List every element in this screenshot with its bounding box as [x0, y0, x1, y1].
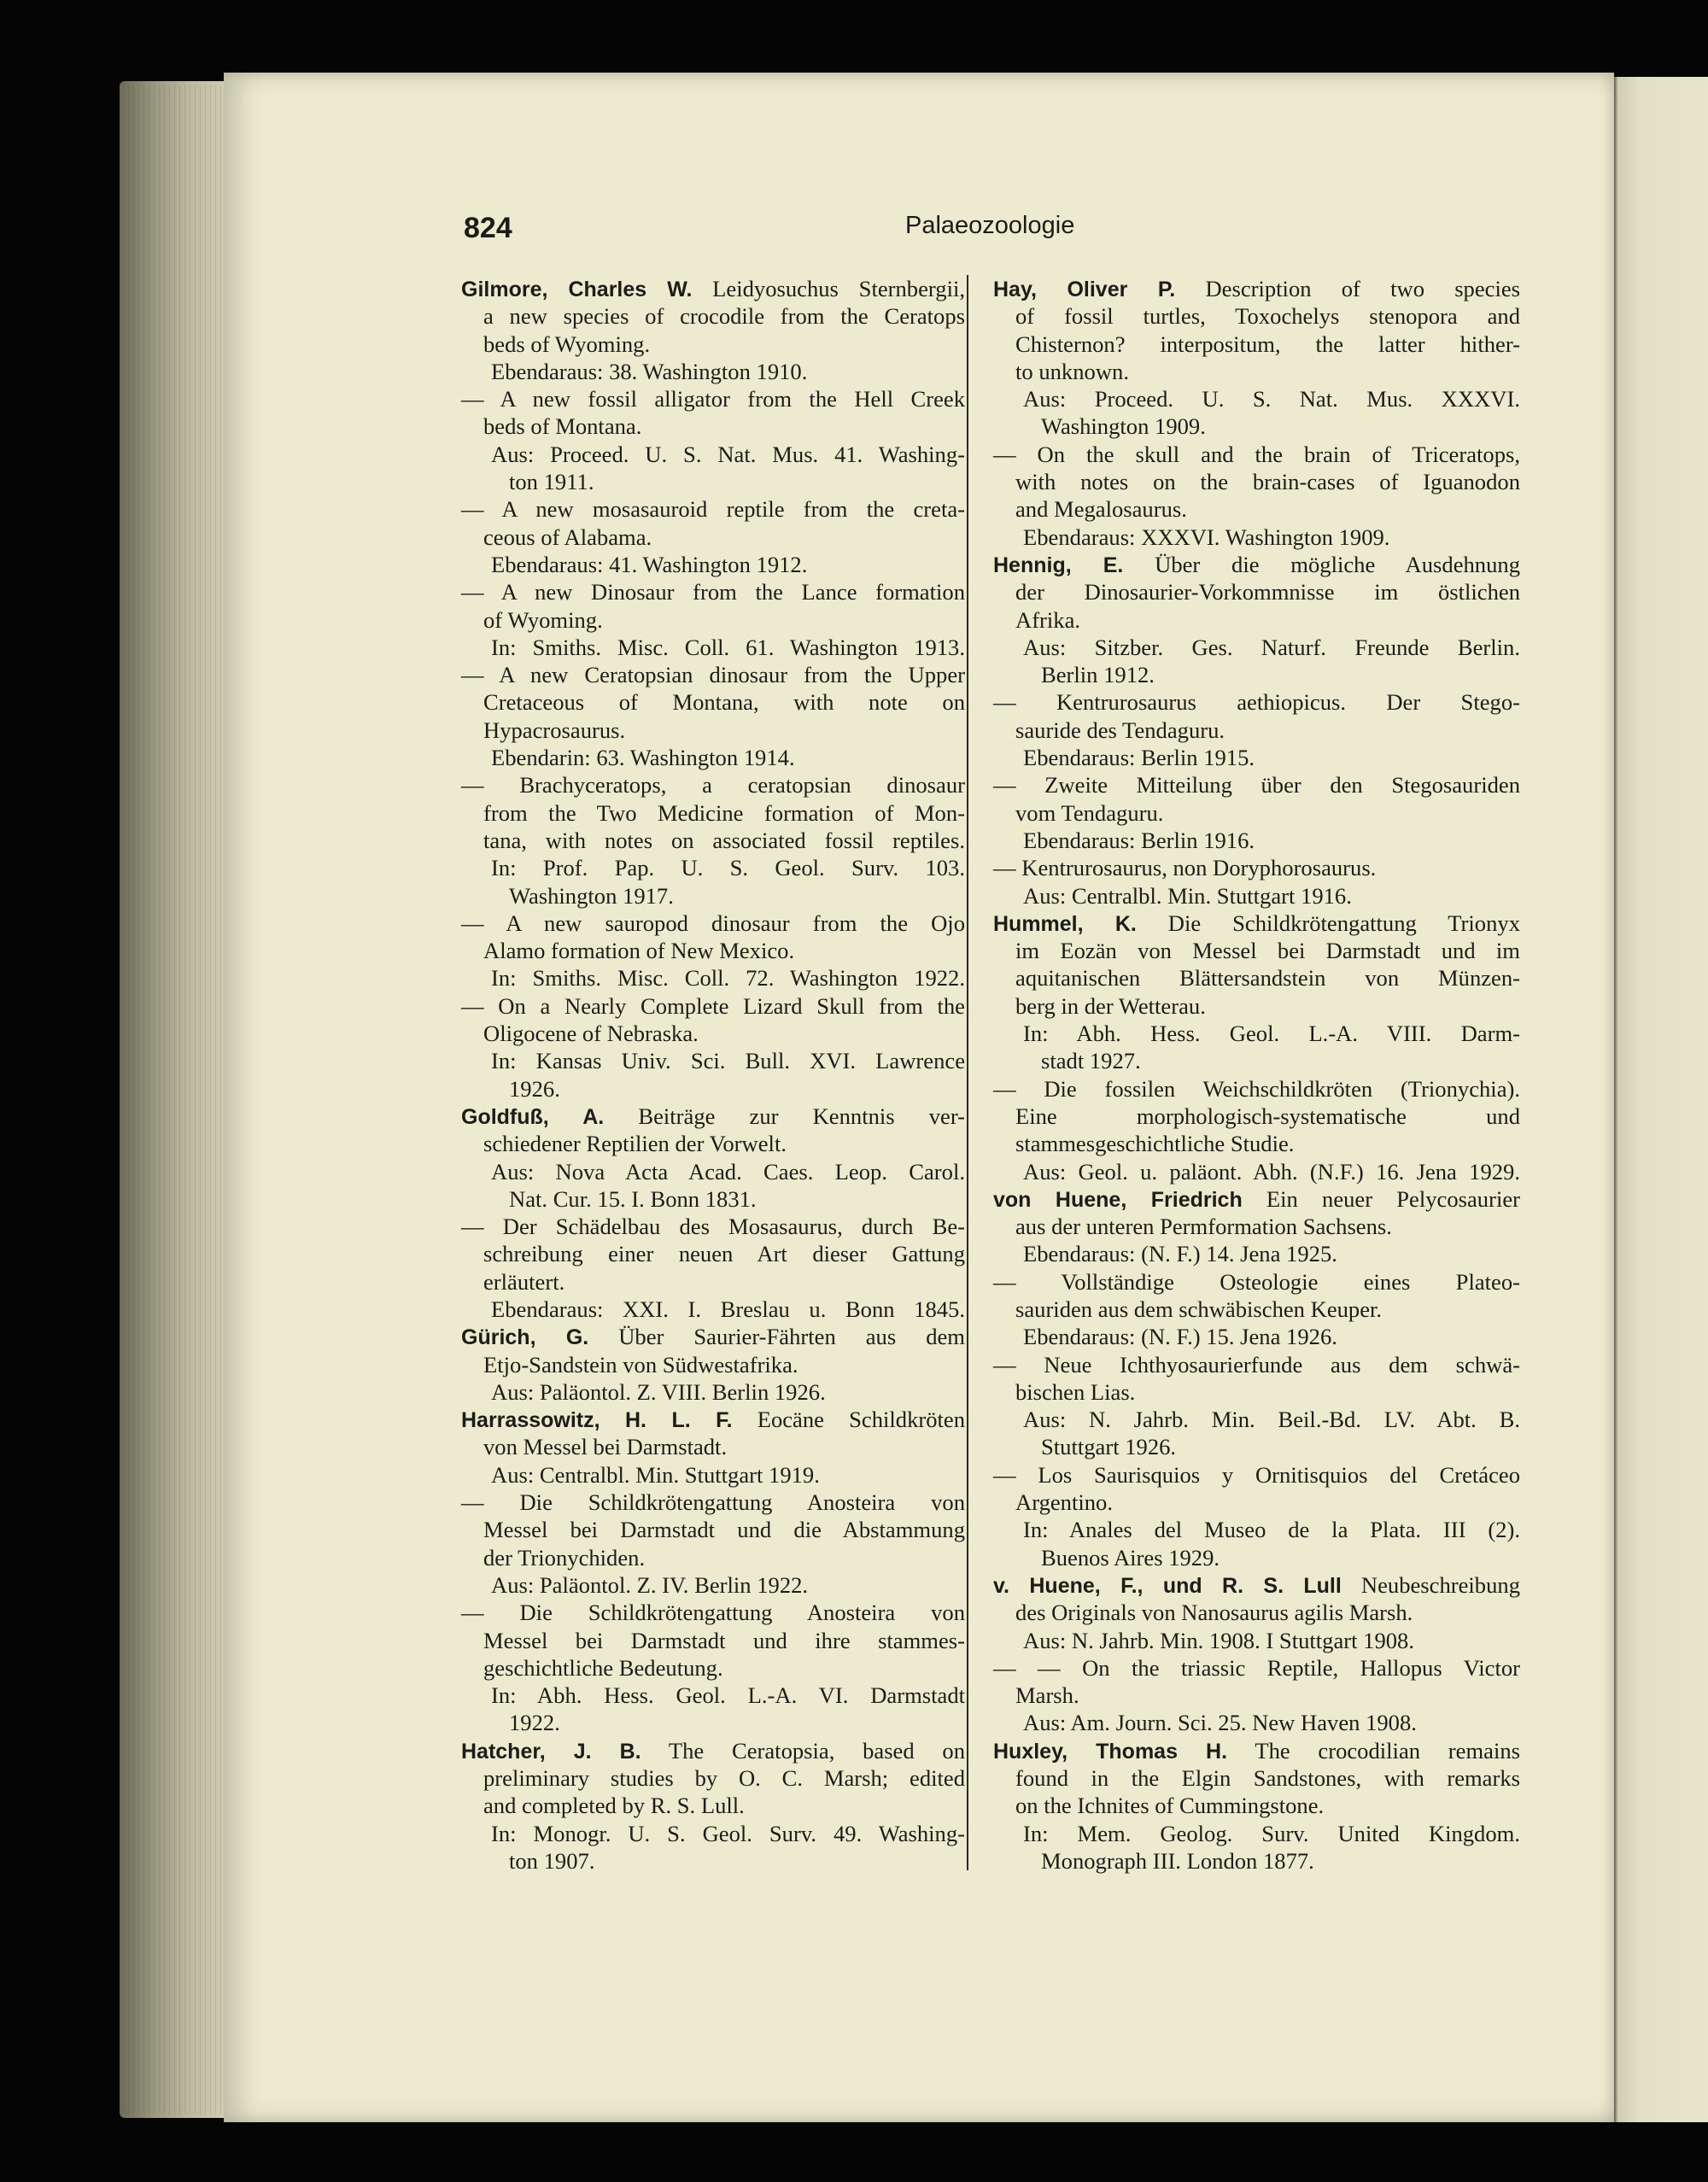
- entry-line: [993, 385, 1520, 412]
- entry-author: Hay, Oliver P.: [993, 278, 1176, 301]
- entry-text: Marsh.: [1015, 1682, 1079, 1709]
- entry-line: [461, 1792, 965, 1819]
- entry-line: [461, 1185, 965, 1213]
- entry-line: [993, 358, 1520, 385]
- entry-author: Hatcher, J. B.: [461, 1739, 641, 1764]
- entry-text: beds of Montana.: [483, 413, 642, 440]
- bibliography-entry: [461, 1406, 965, 1737]
- entry-line: [461, 964, 965, 992]
- entry-line: [993, 1682, 1520, 1709]
- entry-line: [993, 1296, 1520, 1323]
- entry-text: bischen Lias.: [1015, 1378, 1136, 1405]
- entry-line: [993, 1433, 1520, 1460]
- bibliography-entry: [461, 1737, 965, 1875]
- entry-line: [461, 799, 965, 827]
- entry-text: — On the skull and the brain of Triceratops,: [993, 441, 1520, 467]
- entry-text: Aus: N. Jahrb. Min. 1908. I Stuttgart 1908.: [1023, 1627, 1414, 1653]
- entry-text: — On a Nearly Complete Lizard Skull from the: [461, 992, 965, 1019]
- entry-text: aquitanischen Blättersandstein von Münzen-: [1015, 965, 1520, 992]
- entry-text: geschichtliche Bedeutung.: [483, 1654, 723, 1681]
- entry-text: In: Smiths. Misc. Coll. 72. Washington 1922.: [491, 965, 965, 992]
- entry-text: Hypacrosaurus.: [483, 717, 626, 743]
- entry-text: Aus: Centralbl. Min. Stuttgart 1919.: [491, 1461, 820, 1488]
- entry-text: Etjo-Sandstein von Südwestafrika.: [483, 1351, 798, 1378]
- entry-author: Hennig, E.: [993, 553, 1124, 577]
- entry-line: [461, 275, 965, 302]
- entry-line: [993, 606, 1520, 634]
- entry-text: Buenos Aires 1929.: [1041, 1544, 1220, 1571]
- entry-line: [993, 1627, 1520, 1654]
- entry-line: [461, 634, 965, 661]
- entry-line: [993, 717, 1520, 744]
- entry-text: schreibung einer neuen Art dieser Gattung: [483, 1241, 965, 1267]
- entry-line: [993, 1240, 1520, 1267]
- entry-text: der Dinosaurier-Vorkommnisse im östlichen: [1015, 579, 1520, 605]
- entry-text: — Der Schädelbau des Mosasaurus, durch Be-: [461, 1214, 965, 1240]
- entry-line: [993, 1737, 1520, 1764]
- entry-line: [461, 1213, 965, 1240]
- entry-text: Aus: Proceed. U. S. Nat. Mus. 41. Washing-: [491, 441, 965, 467]
- entry-line: [461, 1764, 965, 1792]
- entry-line: [993, 524, 1520, 551]
- entry-line: [993, 992, 1520, 1020]
- entry-line: [993, 1158, 1520, 1185]
- entry-text: ton 1907.: [509, 1847, 595, 1874]
- entry-author: Huxley, Thomas H.: [993, 1739, 1228, 1764]
- entry-text: sauriden aus dem schwäbischen Keuper.: [1015, 1296, 1383, 1322]
- bibliography-entry: [461, 1103, 965, 1323]
- entry-line: [993, 1103, 1520, 1130]
- entry-author: Goldfuß, A.: [461, 1104, 605, 1129]
- entry-text: sauride des Tendaguru.: [1015, 717, 1225, 743]
- page-edge-texture: [128, 85, 231, 2114]
- entry-line: [993, 1709, 1520, 1736]
- entry-text: and completed by R. S. Lull.: [483, 1793, 745, 1819]
- entry-line: [461, 1378, 965, 1406]
- entry-line: [993, 1213, 1520, 1240]
- entry-line: [993, 827, 1520, 854]
- entry-text: Eocäne Schildkröten: [732, 1407, 966, 1433]
- entry-line: [993, 495, 1520, 523]
- entry-text: In: Smiths. Misc. Coll. 61. Washington 1913.: [491, 634, 965, 660]
- entry-text: The crocodilian remains: [1227, 1737, 1520, 1764]
- entry-text: 1922.: [509, 1710, 560, 1736]
- entry-line: [993, 799, 1520, 827]
- entry-line: [461, 1433, 965, 1460]
- entry-text: Neubeschreibung: [1341, 1571, 1520, 1598]
- entry-text: Stuttgart 1926.: [1041, 1434, 1177, 1460]
- bibliography-entry: [993, 551, 1520, 910]
- entry-line: [461, 1544, 965, 1571]
- entry-text: Über Saurier-Fährten aus dem: [588, 1324, 965, 1350]
- entry-line: [461, 1571, 965, 1599]
- entry-text: — A new Dinosaur from the Lance formation: [461, 579, 965, 605]
- entry-line: [993, 1792, 1520, 1819]
- entry-text: to unknown.: [1015, 358, 1129, 384]
- entry-line: [461, 551, 965, 578]
- entry-line: [461, 1158, 965, 1185]
- entry-text: Aus: Geol. u. paläont. Abh. (N.F.) 16. Jena 1929.: [1023, 1158, 1520, 1185]
- entry-text: In: Abh. Hess. Geol. L.-A. VIII. Darm-: [1023, 1021, 1520, 1047]
- entry-line: [993, 441, 1520, 468]
- entry-line: [461, 1847, 965, 1875]
- entry-text: von Messel bei Darmstadt.: [483, 1434, 728, 1460]
- entry-text: and Megalosaurus.: [1015, 496, 1187, 523]
- entry-line: [461, 495, 965, 523]
- running-title: Palaeozoologie: [905, 212, 1075, 239]
- entry-line: [461, 1047, 965, 1074]
- entry-line: [461, 1709, 965, 1736]
- page-number: 824: [464, 212, 512, 244]
- entry-text: preliminary studies by O. C. Marsh; edited: [483, 1765, 965, 1792]
- entry-line: [461, 412, 965, 440]
- entry-line: [993, 964, 1520, 992]
- entry-text: In: Mem. Geolog. Surv. United Kingdom.: [1023, 1820, 1520, 1846]
- entry-text: Chisternon? interpositum, the latter hither-: [1015, 331, 1520, 357]
- entry-line: [461, 441, 965, 468]
- entry-text: Ebendaraus: (N. F.) 15. Jena 1926.: [1023, 1324, 1337, 1350]
- entry-line: [993, 661, 1520, 688]
- entry-line: [461, 1820, 965, 1847]
- entry-line: [461, 1627, 965, 1654]
- entry-text: Aus: Paläontol. Z. VIII. Berlin 1926.: [491, 1378, 826, 1405]
- entry-line: [461, 302, 965, 330]
- entry-text: Ebendarin: 63. Washington 1914.: [491, 745, 795, 771]
- entry-line: [993, 1571, 1520, 1599]
- entry-line: [993, 1764, 1520, 1792]
- entry-text: Washington 1917.: [509, 882, 674, 909]
- entry-text: Messel bei Darmstadt und ihre stammes-: [483, 1627, 965, 1653]
- entry-line: [461, 910, 965, 937]
- bibliography-entry: [461, 275, 965, 1103]
- entry-text: Leidyosuchus Sternbergii,: [692, 276, 965, 301]
- entry-text: Eine morphologisch-systematische und: [1015, 1103, 1520, 1129]
- entry-line: [461, 1737, 965, 1764]
- entry-author: Hummel, K.: [993, 911, 1137, 936]
- entry-line: [461, 1020, 965, 1047]
- entry-line: [461, 331, 965, 358]
- entry-text: Über die mögliche Ausdehnung: [1123, 551, 1520, 577]
- entry-line: [993, 1130, 1520, 1157]
- entry-line: [461, 744, 965, 771]
- entry-line: [461, 358, 965, 385]
- entry-text: — Die fossilen Weichschildkröten (Trionychia).: [993, 1075, 1520, 1102]
- entry-text: Ebendaraus: XXXVI. Washington 1909.: [1023, 524, 1390, 550]
- entry-text: Ebendaraus: XXI. I. Breslau u. Bonn 1845.: [491, 1296, 965, 1322]
- left-column: [461, 275, 965, 1875]
- entry-text: — Brachyceratops, a ceratopsian dinosaur: [461, 772, 965, 799]
- entry-text: In: Anales del Museo de la Plata. III (2).: [1023, 1517, 1520, 1543]
- entry-line: [993, 1461, 1520, 1489]
- entry-text: Aus: Centralbl. Min. Stuttgart 1916.: [1023, 882, 1352, 909]
- entry-text: Oligocene of Nebraska.: [483, 1021, 699, 1047]
- entry-text: found in the Elgin Sandstones, with remarks: [1015, 1765, 1520, 1792]
- entry-line: [461, 937, 965, 964]
- entry-text: The Ceratopsia, based on: [640, 1737, 965, 1764]
- entry-text: aus der unteren Permformation Sachsens.: [1015, 1214, 1392, 1240]
- entry-line: [993, 910, 1520, 937]
- entry-line: [993, 1047, 1520, 1074]
- entry-line: [461, 606, 965, 634]
- bibliography-entry: [993, 1737, 1520, 1875]
- entry-text: — Neue Ichthyosaurierfunde aus dem schwä-: [993, 1351, 1520, 1378]
- entry-line: [993, 412, 1520, 440]
- entry-text: — — On the triassic Reptile, Hallopus Victor: [993, 1654, 1520, 1681]
- entry-author: Gürich, G.: [461, 1325, 589, 1350]
- bibliography-entry: [993, 1185, 1520, 1571]
- entry-line: [461, 1103, 965, 1130]
- entry-text: Aus: Proceed. U. S. Nat. Mus. XXXVI.: [1023, 386, 1520, 412]
- entry-text: Washington 1909.: [1041, 413, 1206, 440]
- entry-text: Aus: Nova Acta Acad. Caes. Leop. Carol.: [491, 1158, 965, 1185]
- entry-line: [461, 1654, 965, 1682]
- entry-line: [993, 771, 1520, 799]
- entry-text: Ebendaraus: (N. F.) 14. Jena 1925.: [1023, 1241, 1337, 1267]
- entry-line: [461, 771, 965, 799]
- entry-text: ceous of Alabama.: [483, 524, 652, 550]
- entry-author: von Huene, Friedrich: [993, 1187, 1243, 1212]
- entry-text: erläutert.: [483, 1268, 565, 1295]
- entry-text: In: Abh. Hess. Geol. L.-A. VI. Darmstadt: [491, 1682, 965, 1709]
- entry-line: [993, 1020, 1520, 1047]
- entry-line: [461, 1351, 965, 1378]
- entry-author: Harrassowitz, H. L. F.: [461, 1408, 733, 1433]
- entry-text: beds of Wyoming.: [483, 331, 651, 357]
- entry-text: Nat. Cur. 15. I. Bonn 1831.: [509, 1185, 757, 1212]
- entry-text: — Die Schildkrötengattung Anosteira von: [461, 1489, 965, 1516]
- bibliography-entry: [993, 1571, 1520, 1737]
- entry-line: [461, 1296, 965, 1323]
- entry-line: [993, 1516, 1520, 1543]
- entry-text: Cretaceous of Montana, with note on: [483, 689, 965, 716]
- entry-line: [461, 1075, 965, 1103]
- entry-line: [461, 385, 965, 412]
- entry-text: schiedener Reptilien der Vorwelt.: [483, 1131, 787, 1157]
- entry-line: [993, 1654, 1520, 1682]
- entry-text: a new species of crocodile from the Ceratops: [483, 303, 965, 330]
- entry-line: [461, 1268, 965, 1296]
- entry-line: [461, 1682, 965, 1709]
- entry-text: — Los Saurisquios y Ornitisquios del Cretáceo: [993, 1461, 1520, 1488]
- entry-line: [993, 1185, 1520, 1213]
- entry-line: [993, 688, 1520, 716]
- entry-text: — Kentrurosaurus, non Doryphorosaurus.: [993, 855, 1377, 881]
- entry-line: [461, 468, 965, 495]
- entry-text: with notes on the brain-cases of Iguanodon: [1015, 469, 1520, 495]
- entry-text: Aus: N. Jahrb. Min. Beil.-Bd. LV. Abt. B.: [1023, 1407, 1520, 1433]
- entry-line: [993, 1406, 1520, 1433]
- entry-line: [993, 468, 1520, 495]
- entry-line: [993, 1268, 1520, 1296]
- entry-text: Aus: Paläontol. Z. IV. Berlin 1922.: [491, 1571, 809, 1598]
- entry-text: Argentino.: [1015, 1489, 1113, 1516]
- entry-text: Ebendaraus: 38. Washington 1910.: [491, 358, 808, 384]
- entry-text: berg in der Wetterau.: [1015, 992, 1206, 1019]
- entry-line: [993, 854, 1520, 881]
- entry-author: v. Huene, F., und R. S. Lull: [993, 1573, 1342, 1598]
- entry-text: Monograph III. London 1877.: [1041, 1847, 1314, 1874]
- entry-text: des Originals von Nanosaurus agilis Marsh.: [1015, 1600, 1413, 1626]
- entry-line: [993, 302, 1520, 330]
- column-divider: [967, 275, 968, 1870]
- entry-text: — Vollständige Osteologie eines Plateo-: [993, 1268, 1520, 1295]
- entry-line: [993, 1847, 1520, 1875]
- entry-text: on the Ichnites of Cummingstone.: [1015, 1793, 1325, 1819]
- bibliography-entry: [993, 275, 1520, 551]
- entry-line: [993, 744, 1520, 771]
- entry-line: [993, 937, 1520, 964]
- entry-text: Description of two species: [1175, 276, 1520, 301]
- entry-line: [461, 1516, 965, 1543]
- entry-line: [461, 827, 965, 854]
- entry-text: 1926.: [509, 1075, 560, 1102]
- entry-line: [993, 331, 1520, 358]
- entry-text: In: Kansas Univ. Sci. Bull. XVI. Lawrence: [491, 1048, 965, 1074]
- entry-text: Ein neuer Pelycosaurier: [1242, 1185, 1520, 1212]
- entry-text: Aus: Sitzber. Ges. Naturf. Freunde Berlin.: [1023, 634, 1520, 660]
- entry-line: [461, 717, 965, 744]
- entry-line: [461, 1461, 965, 1489]
- entry-line: [461, 688, 965, 716]
- entry-line: [461, 1240, 965, 1267]
- entry-text: In: Prof. Pap. U. S. Geol. Surv. 103.: [491, 855, 965, 881]
- entry-text: Ebendaraus: Berlin 1915.: [1023, 745, 1255, 771]
- entry-text: — A new Ceratopsian dinosaur from the Upper: [461, 662, 965, 688]
- entry-text: Die Schildkrötengattung Trionyx: [1136, 910, 1520, 936]
- entry-line: [461, 1130, 965, 1157]
- bibliography-entry: [993, 910, 1520, 1185]
- entry-text: vom Tendaguru.: [1015, 799, 1164, 826]
- entry-text: from the Two Medicine formation of Mon-: [483, 799, 965, 826]
- entry-line: [461, 524, 965, 551]
- entry-text: Beiträge zur Kenntnis ver-: [604, 1103, 966, 1129]
- right-column: [993, 275, 1520, 1875]
- entry-line: [993, 1323, 1520, 1350]
- entry-line: [461, 1489, 965, 1516]
- entry-author: Gilmore, Charles W.: [461, 278, 693, 301]
- entry-text: tana, with notes on associated fossil reptiles.: [483, 827, 965, 853]
- entry-line: [461, 1406, 965, 1433]
- entry-line: [993, 1351, 1520, 1378]
- entry-line: [461, 1599, 965, 1626]
- entry-text: — Kentrurosaurus aethiopicus. Der Stego-: [993, 689, 1520, 716]
- entry-text: Ebendaraus: 41. Washington 1912.: [491, 551, 808, 577]
- entry-text: Berlin 1912.: [1041, 662, 1155, 688]
- entry-line: [461, 854, 965, 881]
- entry-text: of Wyoming.: [483, 606, 603, 633]
- entry-text: ton 1911.: [509, 469, 594, 495]
- entry-text: Afrika.: [1015, 606, 1081, 633]
- entry-text: der Trionychiden.: [483, 1544, 646, 1571]
- entry-text: Ebendaraus: Berlin 1916.: [1023, 827, 1255, 853]
- entry-text: In: Monogr. U. S. Geol. Surv. 49. Washing-: [491, 1820, 965, 1846]
- entry-text: im Eozän von Messel bei Darmstadt und im: [1015, 938, 1520, 964]
- entry-line: [993, 578, 1520, 605]
- entry-line: [993, 882, 1520, 910]
- entry-line: [993, 1489, 1520, 1516]
- entry-text: — A new mosasauroid reptile from the creta-: [461, 496, 965, 523]
- entry-line: [461, 1323, 965, 1350]
- facing-page-edge: [1612, 77, 1708, 2122]
- entry-line: [993, 1378, 1520, 1406]
- entry-line: [461, 661, 965, 688]
- entry-line: [993, 551, 1520, 578]
- entry-text: of fossil turtles, Toxochelys stenopora and: [1015, 303, 1520, 330]
- bibliography-entry: [461, 1323, 965, 1406]
- entry-text: stammesgeschichtliche Studie.: [1015, 1131, 1295, 1157]
- entry-line: [993, 1820, 1520, 1847]
- entry-line: [993, 1544, 1520, 1571]
- entry-text: Messel bei Darmstadt und die Abstammung: [483, 1517, 965, 1543]
- entry-line: [993, 634, 1520, 661]
- entry-line: [461, 882, 965, 910]
- entry-text: — A new fossil alligator from the Hell Creek: [461, 386, 965, 412]
- entry-text: Alamo formation of New Mexico.: [483, 938, 795, 964]
- entry-text: stadt 1927.: [1041, 1048, 1141, 1074]
- entry-line: [993, 275, 1520, 302]
- entry-text: Aus: Am. Journ. Sci. 25. New Haven 1908.: [1023, 1710, 1417, 1736]
- entry-line: [461, 992, 965, 1020]
- entry-text: — Zweite Mitteilung über den Stegosauriden: [993, 772, 1520, 799]
- entry-text: — Die Schildkrötengattung Anosteira von: [461, 1600, 965, 1626]
- entry-text: — A new sauropod dinosaur from the Ojo: [461, 910, 965, 936]
- entry-line: [993, 1075, 1520, 1103]
- entry-line: [993, 1599, 1520, 1626]
- entry-line: [461, 578, 965, 605]
